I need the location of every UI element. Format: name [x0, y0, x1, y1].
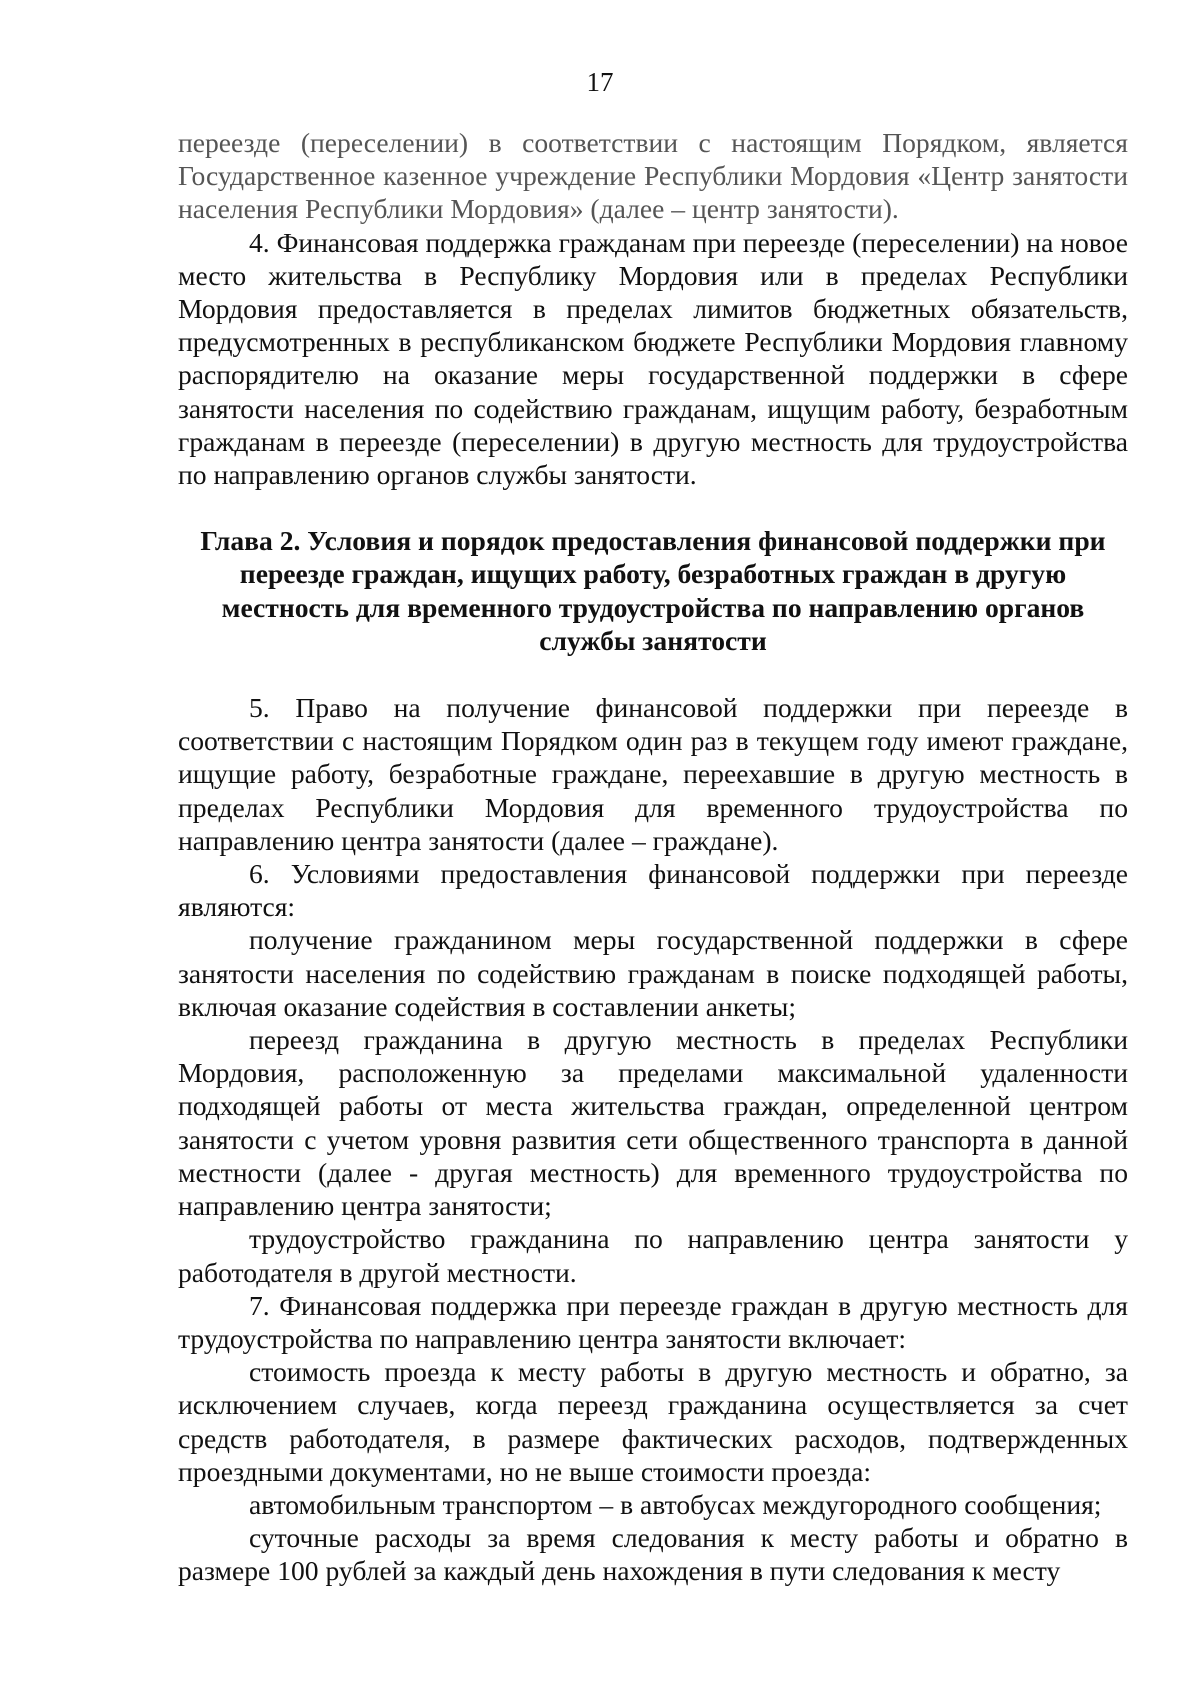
document-body [178, 126, 1128, 1588]
paragraph-condition-1: получение гражданином меры государственной поддержки в сфере занятости населения по содействию гражданам в поиске подходящей работы, включая оказание содействия в составлении анкеты; [178, 924, 1128, 1022]
paragraph-daily-allowance: суточные расходы за время следования к месту работы и обратно в размере 100 рублей за каждый день нахождения в пути следования к месту [178, 1522, 1128, 1587]
chapter-heading: Глава 2. Условия и порядок предоставления финансовой поддержки при переезде граждан, ищущих работу, безработных граждан в другую местность для временного трудоустройства по направлению органов службы занятости [200, 525, 1106, 656]
paragraph-travel-cost: стоимость проезда к месту работы в другую местность и обратно, за исключением случаев, когда переезд гражданина осуществляется за счет средств работодателя, в размере фактических расходов, подтвержденных проездными документами, но не выше стоимости проезда: [178, 1356, 1128, 1487]
paragraph-item-5: 5. Право на получение финансовой поддержки при переезде в соответствии с настоящим Порядком один раз в текущем году имеют граждане, ищущие работу, безработные граждане, переехавшие в другую местность в пределах Республики Мордовия для временного трудоустройства по направлению центра занятости (далее – граждане). [178, 692, 1128, 856]
paragraph-item-6: 6. Условиями предоставления финансовой поддержки при переезде являются: [178, 858, 1128, 923]
paragraph-item-4: 4. Финансовая поддержка гражданам при переезде (переселении) на новое место жительства в Республику Мордовия или в пределах Республики Мордовия предоставляется в пределах лимитов бюджетных обязательств, предусмотренных в республиканском бюджете Республики Мордовия главному распорядителю на оказание меры государственной поддержки в сфере занятости населения по содействию гражданам, ищущим работу, безработным гражданам в переезде (переселении) в другую местность для трудоустройства по направлению органов службы занятости. [178, 226, 1128, 491]
paragraph-continuation: переезде (переселении) в соответствии с настоящим Порядком, является Государственное казенное учреждение Республики Мордовия «Центр занятости населения Республики Мордовия» (далее – центр занятости). [178, 127, 1128, 225]
page-number: 17 [586, 67, 614, 97]
paragraph-road-transport: автомобильным транспортом – в автобусах междугородного сообщения; [249, 1488, 1102, 1520]
paragraph-condition-3: трудоустройство гражданина по направлению центра занятости у работодателя в другой местности. [178, 1223, 1128, 1288]
paragraph-condition-2: переезд гражданина в другую местность в пределах Республики Мордовия, расположенную за пределами максимальной удаленности подходящей работы от места жительства граждан, определенной центром занятости с учетом уровня развития сети общественного транспорта в данной местности (далее - другая местность) для временного трудоустройства по направлению центра занятости; [178, 1024, 1128, 1222]
paragraph-item-7: 7. Финансовая поддержка при переезде граждан в другую местность для трудоустройства по направлению центра занятости включает: [178, 1289, 1128, 1354]
